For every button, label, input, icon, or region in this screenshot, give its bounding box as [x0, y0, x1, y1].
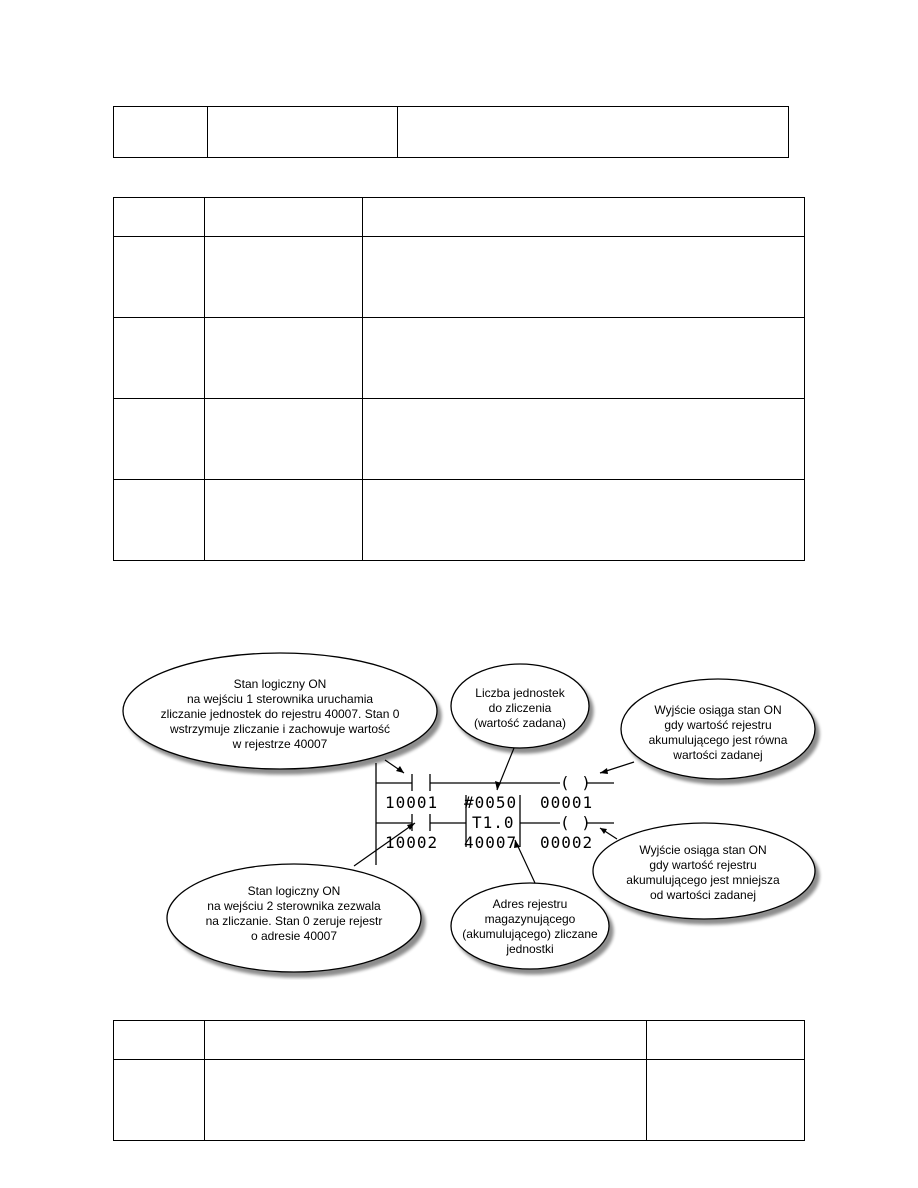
counter-ladder-diagram — [0, 640, 918, 980]
table-cell — [647, 1021, 805, 1060]
table-cell — [114, 198, 205, 237]
table-row — [114, 198, 805, 237]
table-cell — [647, 1060, 805, 1141]
table-cell — [205, 198, 363, 237]
table-row — [114, 318, 805, 399]
table-cell — [114, 480, 205, 561]
table-bottom — [113, 1020, 805, 1141]
table-cell — [114, 399, 205, 480]
callout-preset-text: Liczba jednostek do zliczenia (wartość zadana) — [473, 686, 567, 730]
rung1-input-address: 10001 — [385, 793, 439, 812]
table-cell — [363, 198, 805, 237]
rung1-coil: ( ) — [560, 773, 592, 792]
rung2-coil: ( ) — [560, 813, 592, 832]
callout-enable-input-text: Stan logiczny ON na wejściu 2 sterownika zezwala na zliczanie. Stan 0 zeruje rejestr o adresie 40007 — [205, 884, 383, 943]
table-cell — [205, 480, 363, 561]
table-row — [114, 399, 805, 480]
table-row — [114, 1060, 805, 1141]
table-cell — [205, 237, 363, 318]
table-cell — [398, 107, 789, 158]
table-cell — [205, 1060, 647, 1141]
table-cell — [205, 318, 363, 399]
callout-output-on-text: Wyjście osiąga stan ON gdy wartość rejestru akumulującego jest równa wartości zadanej — [648, 703, 788, 762]
table-cell — [205, 399, 363, 480]
rung2-register-address: 40007 — [464, 833, 518, 852]
table-row — [114, 480, 805, 561]
table-cell — [205, 1021, 647, 1060]
rung1-preset-value: #0050 — [464, 793, 518, 812]
table-row — [114, 107, 789, 158]
table-cell — [114, 1060, 205, 1141]
table-cell — [363, 399, 805, 480]
table-cell — [363, 480, 805, 561]
table-cell — [114, 318, 205, 399]
rung2-output-address: 00002 — [540, 833, 594, 852]
table-cell — [114, 107, 208, 158]
callout-start-input-text: Stan logiczny ON na wejściu 1 sterownika uruchamia zliczanie jednostek do rejestru 40007. Stan 0 wstrzymuje zliczanie i zachowuje wartość w rejestrze 40007 — [160, 677, 400, 751]
rung2-counter-type: T1.0 — [472, 813, 515, 832]
callout-register-text: Adres rejestru magazynującego (akumulującego) zliczane jednostki — [462, 897, 598, 956]
rung2-input-address: 10002 — [385, 833, 439, 852]
table-cell — [363, 318, 805, 399]
table-cell — [114, 237, 205, 318]
table-cell — [208, 107, 398, 158]
table-row — [114, 237, 805, 318]
table-cell — [114, 1021, 205, 1060]
callout-output-less-text: Wyjście osiąga stan ON gdy wartość rejestru akumulującego jest mniejsza od wartości zadanej — [626, 843, 780, 902]
table-row — [114, 1021, 805, 1060]
table-cell — [363, 237, 805, 318]
table-top — [113, 106, 789, 158]
table-middle — [113, 197, 805, 561]
rung1-output-address: 00001 — [540, 793, 594, 812]
